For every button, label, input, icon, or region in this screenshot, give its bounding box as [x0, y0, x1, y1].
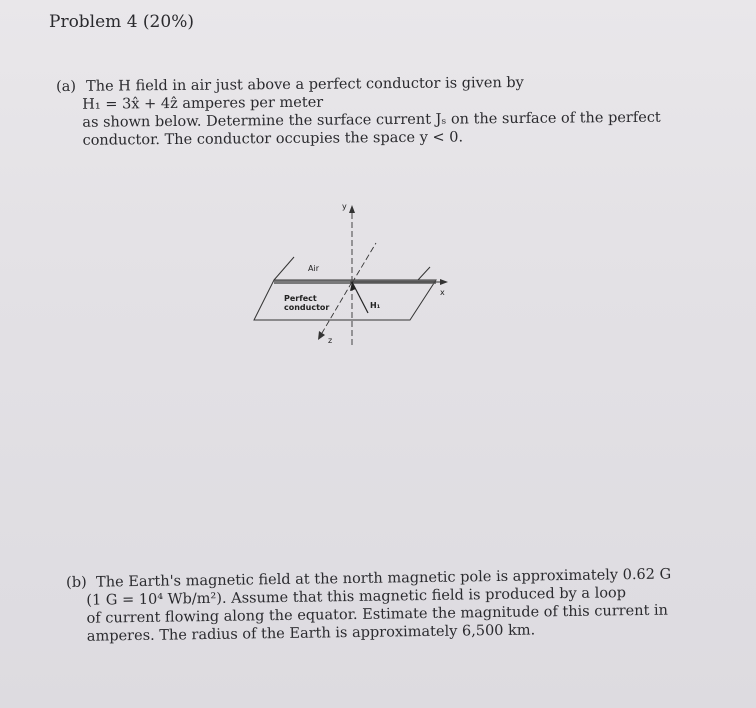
- part-b-label: (b): [66, 574, 87, 591]
- part-b-line-3: of current flowing along the equator. Estimate the magnitude of this current in: [86, 602, 669, 627]
- interface-plane: [254, 280, 436, 320]
- plane-edge-right: [418, 267, 430, 280]
- part-b-line-4: amperes. The radius of the Earth is approximately 6,500 km.: [86, 622, 536, 645]
- z-axis-label: z: [328, 336, 333, 345]
- conductor-label-2: conductor: [284, 303, 330, 312]
- part-a-label: (a): [56, 78, 77, 95]
- conductor-label-1: Perfect: [284, 294, 317, 303]
- field-label: H₁: [370, 301, 381, 310]
- part-b-line-2: (1 G = 10⁴ Wb/m²). Assume that this magnetic field is produced by a loop: [86, 585, 627, 609]
- conductor-figure: [250, 195, 460, 355]
- part-a-line-2: H₁ = 3x̂ + 4ẑ amperes per meter: [82, 94, 324, 113]
- y-axis-label: y: [342, 202, 347, 211]
- part-a-text: [56, 73, 661, 150]
- part-b-line-1: The Earth's magnetic field at the north magnetic pole is approximately 0.62 G: [96, 566, 672, 591]
- part-a-line-3: as shown below. Determine the surface current Jₛ on the surface of the perfect: [82, 109, 661, 131]
- air-label: Air: [308, 264, 319, 273]
- diagonal-line-upper: [352, 243, 376, 283]
- part-a-line-1: The H field in air just above a perfect conductor is given by: [86, 74, 524, 95]
- z-axis-arrow-icon: [318, 331, 325, 340]
- x-axis-arrow-icon: [440, 279, 448, 285]
- plane-edge-left: [274, 257, 294, 280]
- problem-title: Problem 4 (20%): [49, 12, 194, 32]
- part-b-text: [66, 566, 672, 646]
- y-axis-arrow-icon: [349, 205, 355, 213]
- part-a-line-4: conductor. The conductor occupies the space y < 0.: [82, 129, 464, 149]
- x-axis-label: x: [440, 288, 445, 297]
